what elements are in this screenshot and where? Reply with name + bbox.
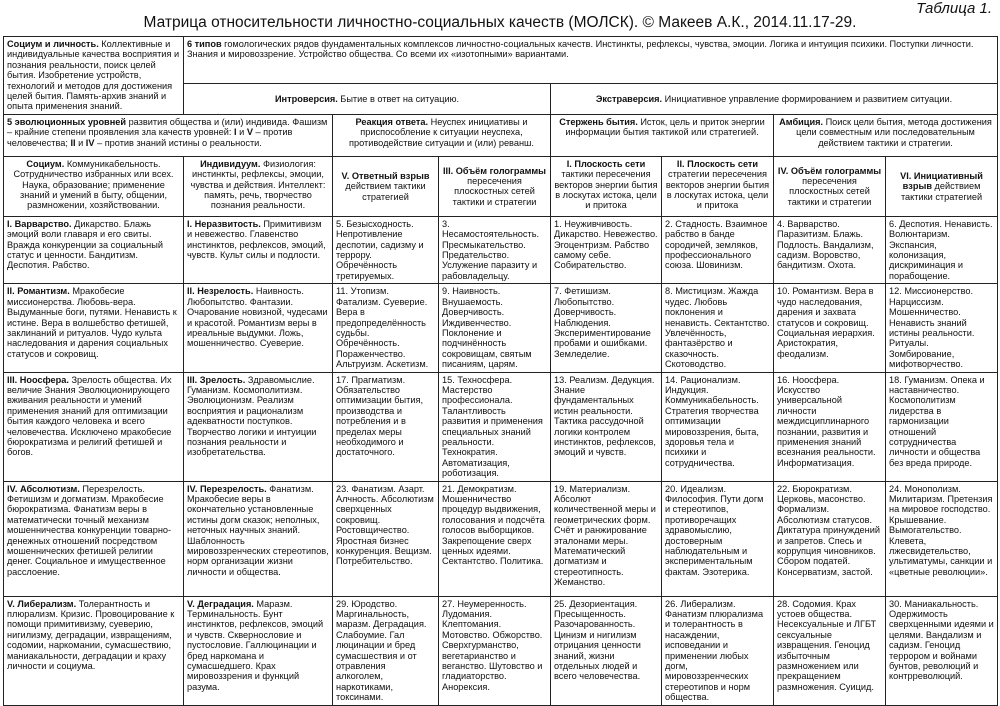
table-row (4, 481, 998, 596)
matrix-cell: 14. Рационализм. Индукция. Коммуникабельность. Стратегия творчества оптимизации мировоззрения, быта, здоровья тела и психики и сотрудничества. (662, 372, 774, 481)
matrix-table (3, 36, 998, 706)
matrix-cell: 9. Наивность. Внушаемость. Доверчивость. Иждивенчество. Поклонение и подчинённость сокровищам, святым писаниям, царям. (439, 284, 551, 372)
matrix-cell: 26. Либерализм. Фанатизм плюрализма и толерантность в насаждении, исповедании и применении любых догм, мировоззренческих стереотипов и норм общества. (662, 596, 774, 705)
matrix-cell: 6. Деспотия. Ненависть. Волюнтаризм. Экспансия, колонизация, дискриминация и порабощение. (886, 216, 998, 283)
matrix-cell: 4. Варварство. Паразитизм. Блажь. Подлость. Вандализм, садизм. Воровство, бандитизм. Охота. (774, 216, 886, 283)
matrix-cell: 28. Содомия. Крах устоев общества. Несексуальные и ЛГБТ сексуальные извращения. Геноцид избыточным размножением или прекращением размножения. Суицид. (774, 596, 886, 705)
header-initiative-blast: VI. Инициативный взрыв действием тактики стратегией (886, 156, 998, 216)
table-row (4, 372, 998, 481)
individual-level-cell: V. Деградация. Маразм. Терминальность. Бунт инстинктов, рефлексов, эмоций и чувств. Сквернословие и пустословие. Галлюцинации и бред наркомана и сумасшедшего. Крах мировоззрения и функций разума. (184, 596, 333, 705)
ambition-cell: Амбиция. Поиск цели бытия, метода достижения цели совместным или последовательным действием тактики и стратегии. (774, 114, 998, 156)
levels-intro-cell: 5 эволюционных уровней развития общества и (или) индивида. Фашизм – крайние степени проявления зла качеств уровней: I и V – против человечества; II и IV – против знаний истины о реальности. (4, 114, 333, 156)
table-label: Таблица 1. (916, 0, 992, 17)
matrix-cell: 1. Неуживчивость. Дикарство. Невежество. Эгоцентризм. Рабство самому себе. Собирательство. (551, 216, 662, 283)
matrix-cell: 12. Миссионерство. Нарциссизм. Мошенничество. Ненависть знаний истины реальности. Ритуалы. Зомбирование, мифотворчество. (886, 284, 998, 372)
header-tactic-plane: I. Плоскость сети тактики пересечения векторов энергии бытия в лоскутах истока, цели и притока (551, 156, 662, 216)
introversion-cell: Интроверсия. Бытие в ответ на ситуацию. (184, 83, 551, 114)
individual-level-cell: I. Неразвитость. Примитивизм и невежество. Главенство инстинктов, рефлексов, эмоций, чувств. Культ силы и подлости. (184, 216, 333, 283)
individual-level-cell: IV. Перезрелость. Фанатизм. Мракобесие веры в окончательно установленные истины догм сказок; неполных, неточных научных знаний. Шаблонность мировоззренческих стереотипов, норм организации жизни личности и общества. (184, 481, 333, 596)
society-level-cell: II. Романтизм. Мракобесие миссионерства. Любовь-вера. Выдуманные боги, путями. Ненависть к истине. Вера в волшебство фетишей, заклинаний и ритуалов. Чудо культа наследования и дарения социальных статусов и сокровищ. (4, 284, 184, 372)
header-strategy-plane: II. Плоскость сети стратегии пересечения векторов энергии бытия в лоскутах истока, цели и притока (662, 156, 774, 216)
matrix-cell: 8. Мистицизм. Жажда чудес. Любовь поклонения и ненависть. Сектантство. Увлечённость, фантазёрство и сказочность. Скотоводство. (662, 284, 774, 372)
matrix-cell: 18. Гуманизм. Опека и наставничество. Космополитизм лидерства в гармонизации отношений сотрудничества личности и общества без вреда природе. (886, 372, 998, 481)
matrix-cell: 3. Несамостоятельность. Пресмыкательство. Предательство. Услужение паразиту и рабовладельцу. (439, 216, 551, 283)
core-cell: Стержень бытия. Исток, цель и приток энергии информации бытия тактикой или стратегией. (551, 114, 774, 156)
matrix-cell: 11. Утопизм. Фатализм. Суеверие. Вера в предопределённость судьбы. Обречённость. Пораженчество. Альтруизм. Аскетизм. (333, 284, 439, 372)
society-level-cell: V. Либерализм. Толерантность и плюрализм. Кризис. Провоцирование к помощи примитивизму, суеверию, нигилизму, деградации, извращениям, содомии, наркомании, сумасшествию, маниакальности, деградации и краху личности и социума. (4, 596, 184, 705)
extraversion-cell: Экстраверсия. Инициативное управление формированием и развитием ситуации. (551, 83, 998, 114)
reaction-cell: Реакция ответа. Неуспех инициативы и приспособление к ситуации неуспеха, противодействие ситуации и (или) реванш. (333, 114, 551, 156)
society-level-cell: III. Ноосфера. Зрелость общества. Их величие Знания Эволюционирующего вживания реальности и умений применения знаний для оптимизации бытия каждого человека и всего человечества. Исключено мракобесие бюрократизма и религий фетишей и богов. (4, 372, 184, 481)
header-individual: Индивидуум. Физиология: инстинкты, рефлексы, эмоции, чувства и действия. Интеллект: память, речь, творчество познания реальности. (184, 156, 333, 216)
matrix-cell: 23. Фанатизм. Азарт. Алчность. Абсолютизм сверхценных сокровищ. Ростовщичество. Яростная бизнес конкуренция. Вещизм. Потребительство. (333, 481, 439, 596)
matrix-cell: 21. Демократизм. Мошенничество процедур выдвижения, голосования и подсчёта голосов выборщиков. Закрепощение сверх ценных идеями. Сектантство. Политика. (439, 481, 551, 596)
matrix-cell: 7. Фетишизм. Любопытство. Доверчивость. Наблюдения. Экспериментирование пробами и ошибками. Земледелие. (551, 284, 662, 372)
individual-level-cell: II. Незрелость. Наивность. Любопытство. Фантазии. Очарование новизной, чудесами и красотой. Романтизм веры в иреальные выдумки. Ложь, мошенничество. Суеверие. (184, 284, 333, 372)
page-title: Матрица относительности личностно-социальных качеств (МОЛСК). © Макеев А.К., 2014.11.17-29. (143, 14, 857, 31)
matrix-cell: 22. Бюрократизм. Церковь, масонство. Формализм. Абсолютизм статусов. Диктатура принуждений и запретов. Спесь и коррупция чиновников. Сбором податей. Консерватизм, застой. (774, 481, 886, 596)
matrix-cell: 29. Юродство. Маргинальность, маразм. Деградация. Слабоумие. Гал люцинации и бред сумасшествия и от отравления алкоголем, наркотиками, токсинами. (333, 596, 439, 705)
society-level-cell: IV. Абсолютизм. Перезрелость. Фетишизм и догматизм. Мракобесие бюрократизма. Фанатизм веры в математически точный механизм мошенничества конкуренции товарно-денежных отношений посредством мошеннических фетишей религии денег. Социальное и имущественное расслоение. (4, 481, 184, 596)
table-row (4, 284, 998, 372)
matrix-cell: 13. Реализм. Дедукция. Знание фундаментальных истин реальности. Тактика рассудочной логики контролем инстинктов, рефлексов, эмоций и чувств. (551, 372, 662, 481)
table-row (4, 216, 998, 283)
matrix-cell: 20. Идеализм. Философия. Пути догм и стереотипов, противоречащих здравомыслию, достоверным наблюдательным и экспериментальным фактам. Эзотерика. (662, 481, 774, 596)
header-hologram-4: IV. Объём голограммы пересечения плоскостных сетей тактики и стратегии (774, 156, 886, 216)
society-level-cell: I. Варварство. Дикарство. Блажь эмоций воли главаря и его свиты. Вражда конкуренции за социальный статус и ценности. Бандитизм. Деспотия. Рабство. (4, 216, 184, 283)
matrix-cell: 2. Стадность. Взаимное рабство в банде сородичей, земляков, профессионального союза. Шовинизм. (662, 216, 774, 283)
matrix-cell: 27. Неумеренность. Лудомания. Клептомания. Мотовство. Обжорство. Сверхгурманство, вегетарианство и веганство. Шутовство и гладиаторство. Анорексия. (439, 596, 551, 705)
matrix-cell: 25. Дезориентация. Пресыщенность. Разочарованность. Цинизм и нигилизм отрицания ценности знаний, жизни отдельных людей и всего человечества. (551, 596, 662, 705)
header-society: Социум. Коммуникабельность. Сотрудничество избранных или всех. Наука, образование; применение знаний и умений в быту, общении, размножении, хозяйствовании. (4, 156, 184, 216)
matrix-cell: 17. Прагматизм. Обязательство оптимизации бытия, производства и потребления и в пределах меры необходимого и достаточного. (333, 372, 439, 481)
matrix-cell: 5. Безысходность. Непротивление деспотии, садизму и террору. Обречённость третируемых. (333, 216, 439, 283)
header-response-blast: V. Ответный взрыв действием тактики стратегией (333, 156, 439, 216)
matrix-cell: 16. Ноосфера. Искусство универсальной личности междисциплинарного познании, развития и применения знаний всезнания реальности. Информатизация. (774, 372, 886, 481)
matrix-cell: 24. Монополизм. Милитаризм. Претензия на мировое господство. Крышевание. Вымогательство. Клевета, лжесвидетельство, ультиматумы, санкции и «цветные революции». (886, 481, 998, 596)
matrix-cell: 19. Материализм. Абсолют количественной меры и геометрических форм. Счёт и ранжирование эталонами меры. Математический догматизм и стереотипность. Жеманство. (551, 481, 662, 596)
matrix-cell: 30. Маниакальность. Одержимость сверхценными идеями и целями. Вандализм и садизм. Геноцид террором и войнами бунтов, революций и контрреволюций. (886, 596, 998, 705)
matrix-cell: 15. Техносфера. Мастерство профессионала. Талантливость развития и применения специальных знаний реальности. Технократия. Автоматизация, роботизация. (439, 372, 551, 481)
individual-level-cell: III. Зрелость. Здравомыслие. Гуманизм. Космополитизм. Эволюционизм. Реализм восприятия и рационализм адекватности поступков. Творчество логики и интуиции познания реальности и изобретательства. (184, 372, 333, 481)
matrix-cell: 10. Романтизм. Вера в чудо наследования, дарения и захвата статусов и сокровищ. Социальная иерархия. Аристократия, феодализм. (774, 284, 886, 372)
header-hologram-3: III. Объём голограммы пересечения плоскостных сетей тактики и стратегии (439, 156, 551, 216)
table-row (4, 596, 998, 705)
types-intro-cell: 6 типов гомологических рядов фундаментальных комплексов личностно-социальных качеств. Инстинкты, рефлексы, чувства, эмоции. Логика и интуиция психики. Поступки личности. Знания и мировоззрение. Устройство общества. Со всеми их «изотопными» вариантами. (184, 37, 998, 84)
society-intro-cell: Социум и личность. Коллективные и индивидуальные качества восприятия и познания реальности, поиск целей бытия. Изобретение устройств, технологий и методов для достижения целей бытия. Память-архив знаний и опыта применения знаний. (4, 37, 184, 115)
